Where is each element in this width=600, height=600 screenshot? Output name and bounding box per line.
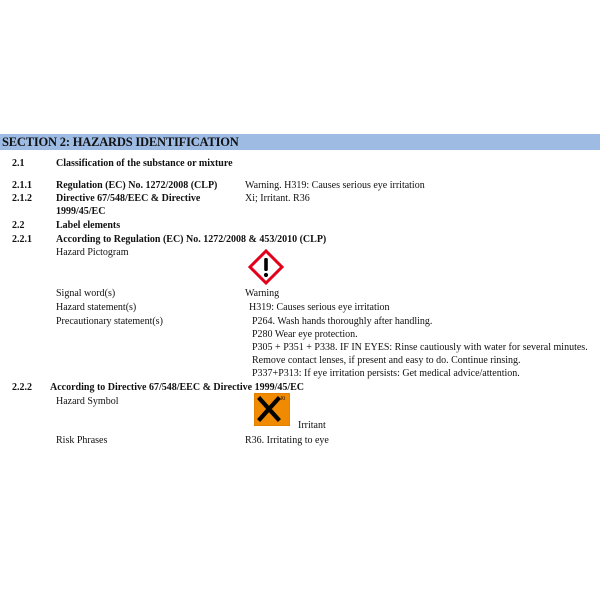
section-title: SECTION 2: HAZARDS IDENTIFICATION <box>2 135 239 149</box>
row-2-1-2-number: 2.1.2 <box>12 193 32 204</box>
row-2-2-label: Label elements <box>56 220 121 231</box>
row-2-1-1-value: Warning. H319: Causes serious eye irritation <box>245 180 425 191</box>
risk-phrases-value: R36. Irritating to eye <box>245 435 329 446</box>
row-2-2-number: 2.2 <box>12 220 25 231</box>
xi-irritant-icon <box>254 393 290 426</box>
row-2-1-2-label-line2: 1999/45/EC <box>56 206 106 217</box>
row-2-1-1-number: 2.1.1 <box>12 180 32 191</box>
hazard-statement-label: Hazard statement(s) <box>56 302 137 313</box>
precaution-line: P264. Wash hands thoroughly after handling. <box>252 316 433 327</box>
precaution-line: P337+P313: If eye irritation persists: Get medical advice/attention. <box>252 368 520 379</box>
hazard-symbol-label: Hazard Symbol <box>56 396 119 407</box>
row-2-1-number: 2.1 <box>12 158 25 169</box>
signal-word-label: Signal word(s) <box>56 288 116 299</box>
xi-symbol-code: Xi <box>280 396 285 402</box>
row-2-2-1-label: According to Regulation (EC) No. 1272/2008 & 453/2010 (CLP) <box>56 234 327 245</box>
row-2-1-label: Classification of the substance or mixture <box>56 158 233 169</box>
risk-phrases-label: Risk Phrases <box>56 435 108 446</box>
precaution-line: P280 Wear eye protection. <box>252 329 358 340</box>
signal-word-value: Warning <box>245 288 280 299</box>
ghs07-exclamation-icon <box>248 249 284 285</box>
precaution-line: Remove contact lenses, if present and easy to do. Continue rinsing. <box>252 355 521 366</box>
row-2-1-2-value: Xi; Irritant. R36 <box>245 193 310 204</box>
precaution-line: P305 + P351 + P338. IF IN EYES: Rinse cautiously with water for several minutes. <box>252 342 588 353</box>
row-2-2-2-number: 2.2.2 <box>12 382 32 393</box>
row-2-1-2-label-line1: Directive 67/548/EEC & Directive <box>56 193 201 204</box>
hazard-pictogram-label: Hazard Pictogram <box>56 247 129 258</box>
row-2-2-2-label: According to Directive 67/548/EEC & Directive 1999/45/EC <box>50 382 305 393</box>
hazard-statement-value: H319: Causes serious eye irritation <box>249 302 390 313</box>
precautionary-statement-label: Precautionary statement(s) <box>56 316 163 327</box>
hazard-symbol-caption: Irritant <box>298 420 326 431</box>
row-2-1-1-label: Regulation (EC) No. 1272/2008 (CLP) <box>56 180 218 191</box>
row-2-2-1-number: 2.2.1 <box>12 234 32 245</box>
